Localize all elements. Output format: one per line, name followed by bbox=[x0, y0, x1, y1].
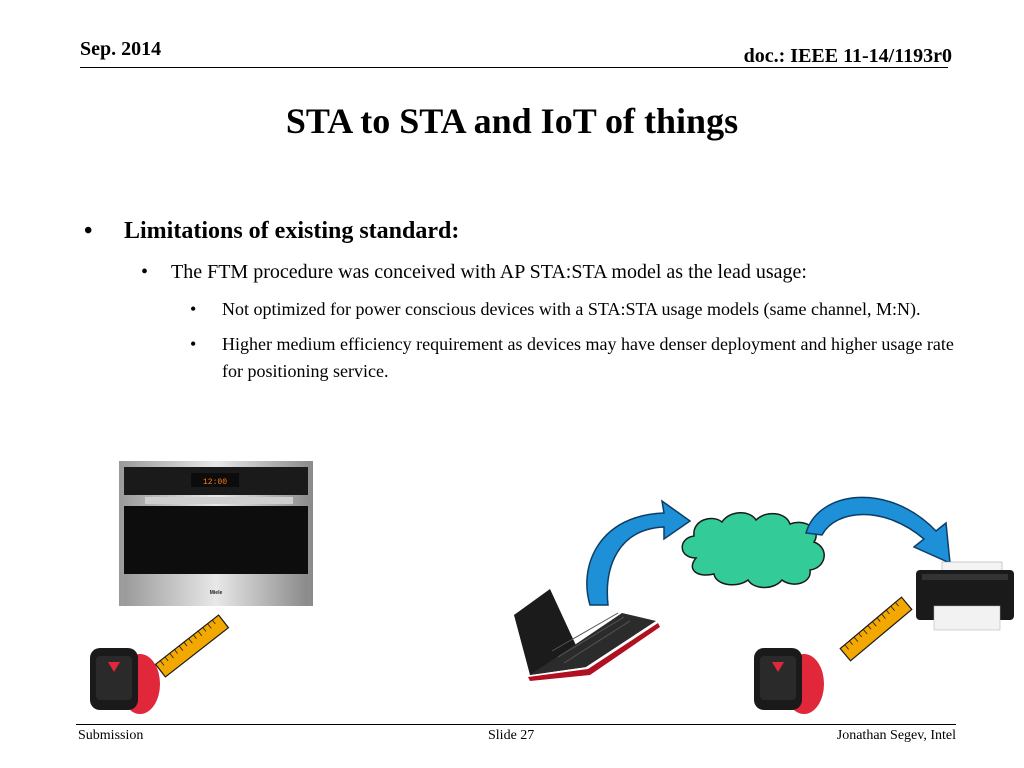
bullet-level3 bbox=[190, 296, 964, 323]
printer-image bbox=[912, 560, 1017, 635]
oven-clock-display: 12:00 bbox=[202, 478, 228, 487]
bullet-marker: • bbox=[84, 218, 93, 244]
bullet-level3-text: Not optimized for power conscious devices with a STA:STA usage models (same channel, M:N). bbox=[222, 299, 921, 319]
ruler-icon bbox=[152, 610, 232, 682]
bullet-level2 bbox=[141, 257, 964, 288]
bullet-list bbox=[84, 215, 964, 385]
oven-image bbox=[119, 461, 313, 606]
header-date: Sep. 2014 bbox=[80, 38, 162, 60]
bullet-level1-text: Limitations of existing standard: bbox=[124, 218, 460, 244]
footer-author: Jonathan Segev, Intel bbox=[836, 728, 956, 743]
bullet-level2-text: The FTM procedure was conceived with AP STA:STA model as the lead usage: bbox=[171, 261, 807, 283]
smartwatch-image bbox=[748, 642, 828, 720]
footer-submission: Submission bbox=[78, 728, 144, 743]
footer-slide-number: Slide 27 bbox=[488, 728, 535, 743]
laptop-image bbox=[510, 585, 660, 685]
bullet-marker: • bbox=[190, 334, 197, 354]
oven-brand: Miele bbox=[209, 590, 223, 596]
header-doc-id: doc.: IEEE 11-14/1193r0 bbox=[743, 45, 952, 67]
bullet-marker: • bbox=[190, 299, 197, 319]
slide-title: STA to STA and IoT of things bbox=[285, 101, 739, 141]
ruler-icon bbox=[836, 592, 916, 666]
footer-divider bbox=[76, 724, 956, 725]
header-divider bbox=[80, 67, 948, 68]
bullet-level3-text: Higher medium efficiency requirement as devices may have denser deployment and higher usage rate for positioning service. bbox=[222, 334, 954, 381]
bullet-level3 bbox=[190, 331, 964, 385]
bullet-level1 bbox=[84, 215, 964, 247]
bullet-marker: • bbox=[141, 261, 149, 283]
